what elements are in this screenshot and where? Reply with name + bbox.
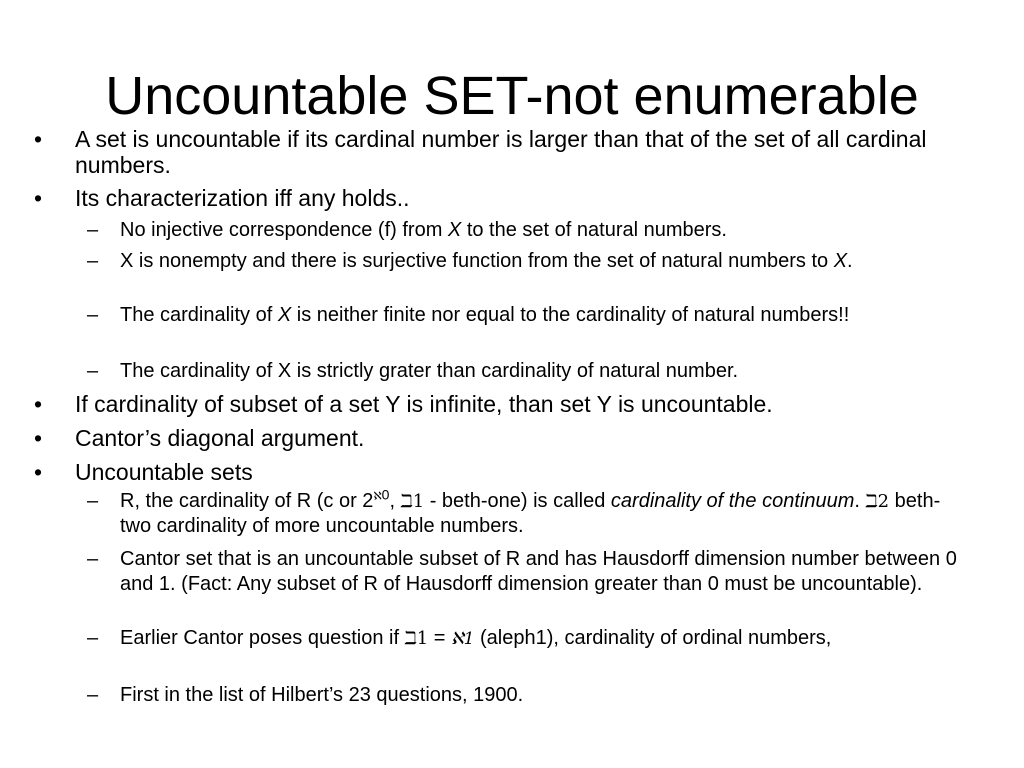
bullet-icon: • [34,425,43,451]
sub-list-item-text: First in the list of Hilbert’s 23 questions, 1900. [120,684,524,706]
beth-one-symbol: ℶ1 [404,628,429,649]
sub-list-item-text: Earlier Cantor poses question if ℶ1 = ℵ1 (aleph1), cardinality of ordinal numbers, [120,627,832,649]
sub-list-item [87,218,990,243]
sub-list-item [87,624,940,653]
bullet-icon: • [34,459,43,485]
bullet-icon: • [34,185,43,211]
list-item-text: Cantor’s diagonal argument. [75,425,365,451]
sub-list-item-text: Cantor set that is an uncountable subset of R and has Hausdorff dimension number between 0 and 1. (Fact: Any subset of R of Hausdorff dimension greater than 0 must be uncountable). [120,548,957,595]
sub-list-item [87,547,980,597]
list-item [34,425,990,451]
dash-icon: – [87,627,99,649]
sub-list-item [87,249,920,274]
dash-icon: – [87,250,99,272]
aleph-one-symbol: ℵ1 [450,629,475,649]
sub-list-item-text: The cardinality of X is neither finite nor equal to the cardinality of natural numbers!! [120,304,850,326]
sub-list-item-text: R, the cardinality of R (c or $2^{ℵ0}$, ℶ1 - beth-one) is called cardinality of the continuum. ℶ2 beth-two cardinality of more uncountable numbers. [120,486,941,537]
sub-list-item [87,303,950,328]
sub-list-item-text: The cardinality of X is strictly grater than cardinality of natural number. [120,360,739,382]
dash-icon: – [87,548,99,570]
dash-icon: – [87,684,99,706]
beth-one-symbol: ℶ1 [400,491,425,512]
sub-list-item-text: No injective correspondence (f) from X to the set of natural numbers. [120,219,727,241]
bullet-icon: • [34,126,43,152]
bullet-icon: • [34,391,43,417]
sub-list-item [87,683,990,708]
list-item [34,459,990,485]
sub-list-item-text: X is nonempty and there is surjective function from the set of natural numbers to X. [120,250,853,272]
aleph-symbol: ℵ [373,490,382,503]
slide-title: Uncountable SET-not enumerable [105,66,919,126]
dash-icon: – [87,360,99,382]
list-item [34,391,1015,417]
list-item-text: Its characterization iff any holds.. [75,185,410,211]
list-item-text: A set is uncountable if its cardinal number is larger than that of the set of all cardinal numbers. [75,126,927,178]
sub-list-item [87,486,950,539]
dash-icon: – [87,304,99,326]
list-item [34,126,990,178]
dash-icon: – [87,219,99,241]
list-item-text: If cardinality of subset of a set Y is infinite, than set Y is uncountable. [75,391,773,417]
list-item [34,185,990,211]
dash-icon: – [87,490,99,512]
sub-list-item [87,359,990,384]
beth-two-symbol: ℶ2 [865,491,890,512]
list-item-text: Uncountable sets [75,459,253,485]
